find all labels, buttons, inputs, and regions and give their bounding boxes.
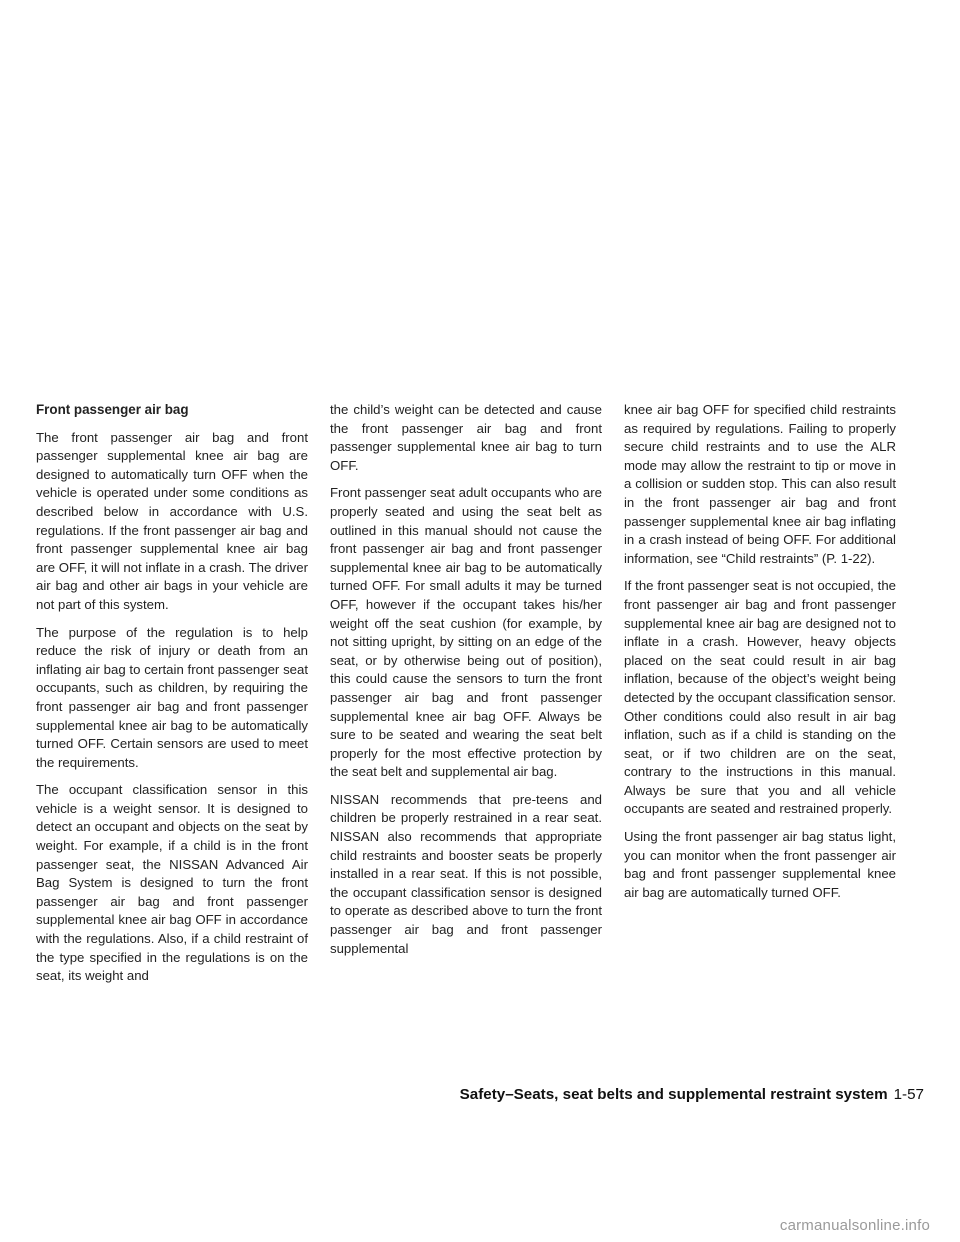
- page-number: 1-57: [893, 1086, 924, 1103]
- paragraph: the child’s weight can be detected and cause the front passenger air bag and front passenger supplemental knee air bag to turn OFF.: [330, 402, 602, 473]
- paragraph: The occupant classification sensor in this vehicle is a weight sensor. It is designed to detect an occupant and objects on the seat by weight. For example, if a child is in the front passenger seat, the NISSAN Advanced Air Bag System is designed to turn the front passenger air bag and front passenger supplemental knee air bag OFF in accordance with the regulations. Also, if a child restraint of the type specified in the regulations is on the seat, its weight and: [36, 782, 308, 984]
- paragraph: NISSAN recommends that pre-teens and children be properly restrained in a rear seat. NISSAN also recommends that appropriate child restraints and booster seats be properly installed in a rear seat. If this is not possible, the occupant classification sensor is designed to operate as described above to turn the front passenger air bag and front passenger supplemental: [330, 791, 602, 956]
- section-heading: Front passenger air bag: [36, 402, 189, 417]
- paragraph: If the front passenger seat is not occupied, the front passenger air bag and front passenger supplemental knee air bag are designed not to inflate in a crash. However, heavy objects placed on the seat could result in air bag inflation, because of the object’s weight being detected by the occupant classification sensor. Other conditions could also result in air bag inflation, such as if a child is standing on the seat, or if two children are on the seat, contrary to the instructions in this manual. Always be sure that you and all vehicle occupants are seated and restrained properly.: [624, 578, 896, 817]
- text-column-2: [330, 401, 602, 967]
- text-column-3: [624, 401, 896, 911]
- watermark-link[interactable]: carmanualsonline.info: [779, 1217, 930, 1234]
- page-footer: [460, 1086, 924, 1103]
- chapter-title: Safety–Seats, seat belts and supplemental restraint system: [459, 1086, 888, 1103]
- paragraph: knee air bag OFF for specified child restraints as required by regulations. Failing to properly secure child restraints and to use the ALR mode may allow the restraint to tip or move in a collision or sudden stop. This can also result in the front passenger air bag and front passenger supplemental knee air bag inflating in a crash instead of being OFF. For additional information, see “Child restraints” (P. 1-22).: [624, 402, 896, 566]
- paragraph: The front passenger air bag and front passenger supplemental knee air bag are designed to automatically turn OFF when the vehicle is operated under some conditions as described below in accordance with U.S. regulations. If the front passenger air bag and front passenger supplemental knee air bag are OFF, it will not inflate in a crash. The driver air bag and other air bags in your vehicle are not part of this system.: [36, 429, 308, 612]
- paragraph: The purpose of the regulation is to help reduce the risk of injury or death from an inflating air bag to certain front passenger seat occupants, such as children, by requiring the front passenger air bag and front passenger supplemental knee air bag to be automatically turned OFF. Certain sensors are used to meet the requirements.: [36, 624, 308, 770]
- paragraph: Front passenger seat adult occupants who are properly seated and using the seat belt as outlined in this manual should not cause the front passenger air bag and front passenger supplemental knee air bag to be automatically turned OFF. For small adults it may be turned OFF, however if the occupant takes his/her weight off the seat cushion (for example, by not sitting upright, by sitting on an edge of the seat, or by otherwise being out of position), this could cause the sensors to turn the front passenger air bag and front passenger supplemental knee air bag OFF. Always be sure to be seated and wearing the seat belt properly for the most effective protection by the seat belt and supplemental air bag.: [330, 485, 602, 780]
- paragraph: Using the front passenger air bag status light, you can monitor when the front passenger air bag and front passenger supplemental knee air bag are automatically turned OFF.: [624, 829, 896, 900]
- text-column-1: [36, 401, 308, 995]
